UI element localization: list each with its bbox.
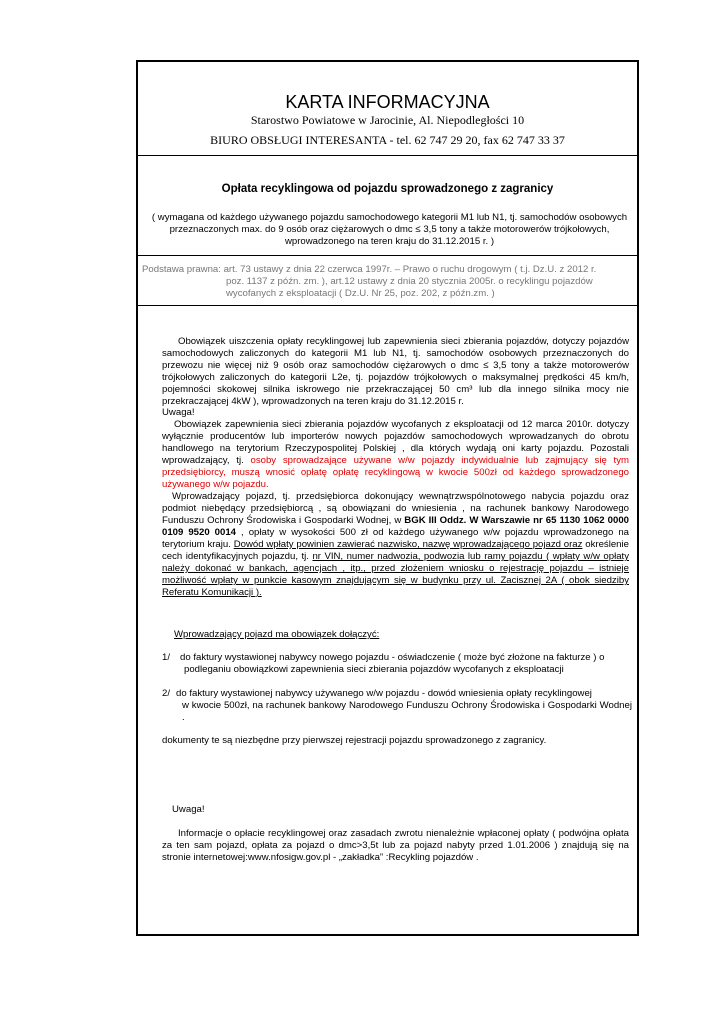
item-1-number: 1/ bbox=[162, 652, 171, 663]
subject-title: Opłata recyklingowa od pojazdu sprowadzonego z zagranicy bbox=[221, 183, 554, 195]
item-2-text: do faktury wystawionej nabywcy używanego w/w pojazdu - dowód wniesienia opłaty recyklingowej w kwocie 500zł, na rachunek bankowy Narodowego Funduszu Ochrony Środowiska i Gospodarki Wodnej . bbox=[176, 688, 632, 723]
documents-note: dokumenty te są niezbędne przy pierwszej rejestracji pojazdu sprowadzonego z zagranicy. bbox=[162, 735, 547, 746]
item-2-number: 2/ bbox=[162, 688, 171, 699]
divider bbox=[138, 155, 637, 156]
office-address: Starostwo Powiatowe w Jarocinie, Al. Niepodległości 10 bbox=[250, 113, 525, 127]
document-frame bbox=[136, 60, 639, 936]
attachments-heading: Wprowadzający pojazd ma obowiązek dołączyć: bbox=[174, 629, 380, 640]
uwaga-paragraph: Obowiązek zapewnienia sieci zbierania pojazdów wycofanych z eksploatacji od 12 marca 2010r. dotyczy wyłącznie producentów lub importerów nowych pojazdów samochodowych wprowadzanych do obrotu handlowego na terytorium Rzeczypospolitej Polskiej , dla których wydają oni karty pojazdu. Pozostali wprowadzający, tj. osoby sprowadzające używane w/w pojazdy indywidualnie lub zajmujący się tym przedsiębiorcy, muszą wnosić opłatę opłatę recyklingową w kwocie 500zł od każdego sprowadzonego używanego w/w pojazdu. bbox=[162, 419, 630, 490]
obligation-paragraph: Obowiązek uiszczenia opłaty recyklingowej lub zapewnienia sieci zbierania pojazdów, dotyczy pojazdów samochodowych zaliczonych do kategorii M1 lub N1, tj. samochodów osobowych przeznaczonych do przewozu nie więcej niż 9 osób oraz samochodów ciężarowych o dmc ≤ 3,5 tony a także motorowerów trójkołowych zaliczonych do kategorii L2e, tj. pojazdów trójkołowych o maksymalnej prędkości 45 km/h, pojemności skokowej silnika iskrowego nie przekraczającej 50 cm³ lub dla innego silnika mocy nie przekraczającej 4kW ), wprowadzonych na teren kraju do 31.12.2015 r. bbox=[162, 336, 629, 407]
item-1-text: do faktury wystawionej nabywcy nowego pojazdu - oświadczenie ( może być złożone na fakturze ) o podleganiu obowiązkowi zapewnienia sieci zbierania pojazdów wycofanych z eksploatacji bbox=[180, 652, 605, 675]
payment-paragraph: Wprowadzający pojazd, tj. przedsiębiorca dokonujący wewnątrzwspólnotowego nabycia pojazdu oraz podmiot niebędący przedsiębiorcą , są obowiązani do wniesienia , na rachunek bankowy Narodowego Funduszu Ochrony Środowiska i Gospodarki Wodnej, w BGK III Oddz. W Warszawie nr 65 1130 1062 0000 0109 9520 0014 , opłaty w wysokości 500 zł od każdego używanego w/w pojazdu wprowadzonego na terytorium kraju. Dowód wpłaty powinien zawierać nazwisko, nazwę wprowadzającego pojazd oraz określenie cech identyfikacyjnych pojazdu, tj. nr VIN, numer nadwozia, podwozia lub ramy pojazdu ( wpłaty w/w opłaty należy dokonać w bankach, agencjach , itp., przed złożeniem wniosku o rejestrację pojazdu – istnieje możliwość wpłaty w punkcie kasowym znajdującym się w budynku przy ul. Zacisznej 2A ( obok siedziby Referatu Komunikacji ). bbox=[162, 491, 630, 598]
divider bbox=[138, 305, 637, 306]
document-title: KARTA INFORMACYJNA bbox=[285, 92, 490, 112]
desk-contact: BIURO OBSŁUGI INTERESANTA - tel. 62 747 29 20, fax 62 747 33 37 bbox=[210, 133, 565, 147]
info-paragraph: Informacje o opłacie recyklingowej oraz zasadach zwrotu nienależnie wpłaconej opłaty ( podwójna opłata za ten sam pojazd, opłata za pojazd o dmc>3,5t lub za pojazd nabyty przed 1.01.2006 ) znajdują się na stronie internetowej:www.nfosigw.gov.pl - „zakładka” :Recykling pojazdów . bbox=[162, 828, 629, 863]
uwaga-label: Uwaga! bbox=[162, 407, 195, 418]
warning-text: osoby sprowadzające używane w/w pojazdy indywidualnie lub zajmujący się tym przedsiębiorcy, muszą wnosić opłatę opłatę recyklingową w kwocie 500zł od każdego sprowadzonego używanego w/w pojazdu. bbox=[162, 455, 630, 490]
bank-account: BGK III Oddz. W Warszawie nr 65 1130 1062 0000 0109 9520 0014 bbox=[162, 515, 629, 538]
divider bbox=[138, 255, 637, 256]
subject-note: ( wymagana od każdego używanego pojazdu samochodowego kategorii M1 lub N1, tj. samochodów osobowych przeznaczonych max. do 9 osób oraz ciężarowych o dmc ≤ 3,5 tony a także motorowerów trójkołowych, wprowadzonego na teren kraju do 31.12.2015 r. ) bbox=[151, 212, 628, 247]
uwaga-label-2: Uwaga! bbox=[172, 804, 205, 815]
legal-basis: Podstawa prawna: art. 73 ustawy z dnia 22 czerwca 1997r. – Prawo o ruchu drogowym ( t.j. Dz.U. z 2012 r. poz. 1137 z późn. zm. ), art.12 ustawy z dnia 20 stycznia 2005r. o recyklingu pojazdów wycofanych z eksploatacji ( Dz.U. Nr 25, poz. 202, z późn.zm. ) bbox=[142, 264, 597, 299]
